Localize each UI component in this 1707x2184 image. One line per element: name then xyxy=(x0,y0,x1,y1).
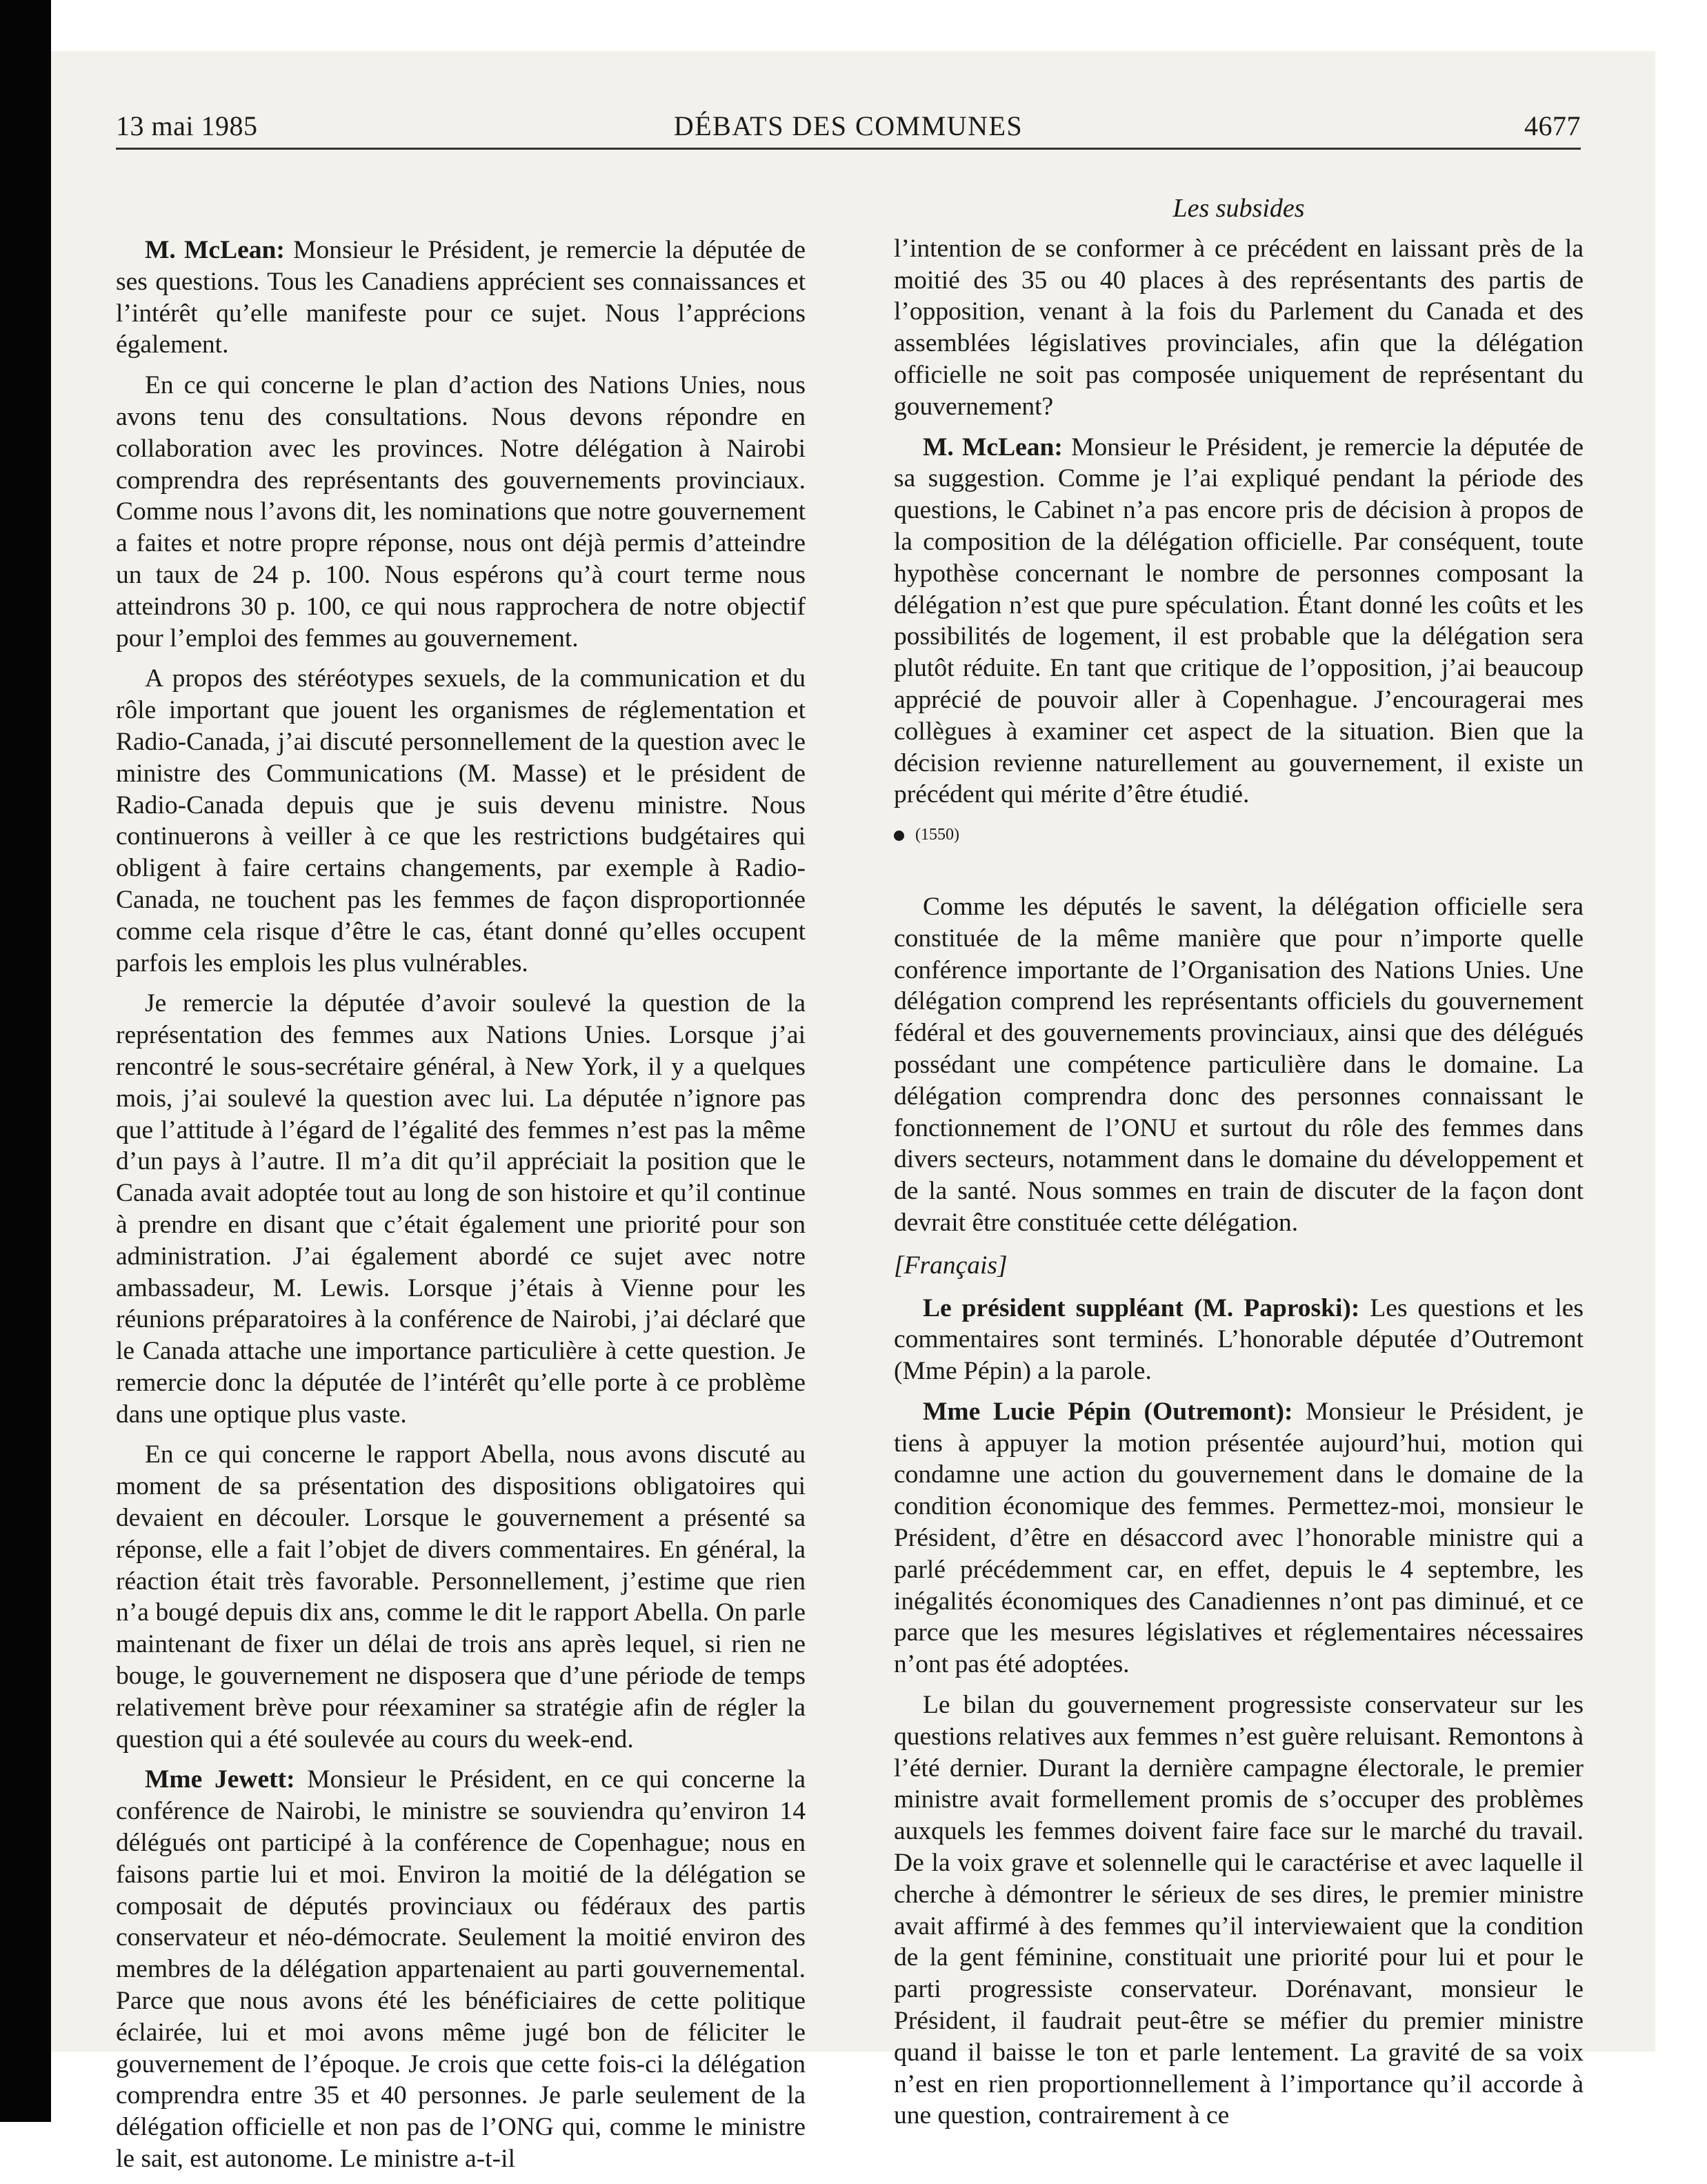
paragraph xyxy=(116,235,806,361)
left-column xyxy=(116,235,806,2184)
paragraph: Comme les députés le savent, la délégation officielle sera constituée de la même manière que pour n’importe quelle conférence importante de l’Organisation des Nations Unies. Une délégation comprend les représentants officiels du gouvernement fédéral et des gouvernements provinciaux, ainsi que des délégués possédant une compétence particulière dans le domaine. La délégation comprendra donc des personnes connaissant le fonctionnement de l’ONU et surtout du rôle des femmes dans divers secteurs, notamment dans le domaine du développement et de la santé. Nous sommes en train de discuter de la façon dont devrait être constituée cette délégation. xyxy=(894,892,1584,1237)
speech-text: Monsieur le Président, je remercie la députée de ses questions. Tous les Canadiens apprécient ses connaissances et l’intérêt qu’elle manifeste pour ce sujet. Nous l’apprécions également. xyxy=(116,236,806,359)
speaker-name: M. McLean: xyxy=(145,236,285,264)
paragraph xyxy=(894,1396,1584,1680)
speech-text: Monsieur le Président, je tiens à appuyer la motion présentée aujourd’hui, motion qui condamne une action du gouvernement dans le domaine de la condition économique des femmes. Permettez-moi, monsieur le Président, d’être en désaccord avec l’honorable ministre qui a parlé précédemment car, en effet, depuis le 4 septembre, les inégalités économiques des Canadiennes n’ont pas diminué, et ce parce que les mesures législatives et réglementaires nécessaires n’ont pas été adoptées. xyxy=(894,1397,1584,1679)
speaker-name: M. McLean: xyxy=(923,433,1063,461)
paragraph: Le bilan du gouvernement progressiste conservateur sur les questions relatives aux femmes n’est guère reluisant. Remontons à l’été dernier. Durant la dernière campagne électorale, le premier ministre avait formellement promis de s’occuper des problèmes auxquels les femmes doivent faire face sur le marché du travail. De la voix grave et solennelle qui le caractérise et avec laquelle il cherche à démontrer le sérieux de ses dires, le premier ministre avait affirmé à des femmes qu’il interviewaient que la condition de la gent féminine, constituait une priorité pour lui et pour le parti progressiste conservateur. Dorénavant, monsieur le Président, il faudrait peut-être se méfier du premier ministre quand il baisse le ton et parle lentement. La gravité de sa voix n’est en rien proportionnellement à l’importance qu’il accorde à une question, contrairement à ce xyxy=(894,1691,1584,2130)
right-column xyxy=(894,193,1584,2141)
speaker-name: Mme Lucie Pépin (Outremont): xyxy=(923,1397,1293,1426)
bullet-icon xyxy=(894,831,904,841)
time-marker xyxy=(894,820,1584,851)
language-note: [Français] xyxy=(894,1251,1008,1280)
paragraph: Je remercie la députée d’avoir soulevé la question de la représentation des femmes aux Nations Unies. Lorsque j’ai rencontré le sous-secrétaire général, à New York, il y a quelques mois, j’ai soulevé la question avec lui. La députée n’ignore pas que l’attitude à l’égard de l’égalité des femmes n’est pas la même d’un pays à l’autre. Il m’a dit qu’il appréciait la position que le Canada avait adoptée tout au long de son histoire et qu’il continue à prendre en disant que c’était également une priorité pour son administration. J’ai également abordé ce sujet avec notre ambassadeur, M. Lewis. Lorsque j’étais à Vienne pour les réunions préparatoires à la conférence de Nairobi, j’ai déclaré que le Canada attache une importance particulière à cette question. Je remercie donc la députée de l’intérêt qu’elle porte à ce problème dans une optique plus vaste. xyxy=(116,989,806,1429)
paragraph: En ce qui concerne le rapport Abella, nous avons discuté au moment de sa présentation des dispositions obligatoires qui devaient en découler. Lorsque le gouvernement a présenté sa réponse, elle a fait l’objet de divers commentaires. En général, la réaction était très favorable. Personnellement, j’estime que rien n’a bougé depuis dix ans, comme le dit le rapport Abella. On parle maintenant de fixer un délai de trois ans après lequel, si rien ne bouge, le gouvernement ne disposera que d’une période de temps relativement brève pour réexaminer sa stratégie afin de régler la question qui a été soulevée au cours du week-end. xyxy=(116,1440,806,1754)
section-title: Les subsides xyxy=(1172,194,1305,223)
speaker-name: Mme Jewett: xyxy=(145,1765,295,1794)
speech-text: Monsieur le Président, je remercie la députée de sa suggestion. Comme je l’ai expliqué pendant la période des questions, le Cabinet n’a pas encore pris de décision à propos de la composition de la délégation officielle. Par conséquent, toute hypothèse concernant le nombre de personnes composant la délégation n’est que pure spéculation. Étant donné les coûts et les possibilités de logement, il est probable que la délégation sera plutôt réduite. En tant que critique de l’opposition, j’ai beaucoup apprécié de pouvoir aller à Copenhague. J’encouragerai mes collègues à examiner cet aspect de la situation. Bien que la décision revienne naturellement au gouvernement, il existe un précédent qui mérite d’être étudié. xyxy=(894,433,1584,809)
paragraph: l’intention de se conformer à ce précédent en laissant près de la moitié des 35 ou 40 places à des représentants des partis de l’opposition, venant à la fois du Parlement du Canada et des assemblées législatives provinciales, afin que la délégation officielle ne soit pas composée uniquement de représentant du gouvernement? xyxy=(894,234,1584,421)
time-marker-text: (1550) xyxy=(915,826,959,844)
speech-text: Les questions et les commentaires sont terminés. L’honorable députée d’Outremont (Mme Pépin) a la parole. xyxy=(894,1293,1584,1386)
paragraph xyxy=(894,432,1584,811)
scan-left-edge xyxy=(0,0,51,2122)
page-header xyxy=(116,99,1581,150)
speech-text: Monsieur le Président, en ce qui concerne la conférence de Nairobi, le ministre se souviendra qu’environ 14 délégués ont participé à la conférence de Copenhague; nous en faisons partie lui et moi. Environ la moitié de la délégation se composait de députés provinciaux ou fédéraux des partis conservateur et néo-démocrate. Seulement la moitié environ des membres de la délégation appartenaient au parti gouvernemental. Parce que nous avons été les bénéficiaires de cette politique éclairée, lui et moi avons même jugé bon de féliciter le gouvernement de l’époque. Je crois que cette fois-ci la délégation comprendra entre 35 et 40 personnes. Je parle seulement de la délégation officielle et non pas de l’ONG qui, comme le ministre le sait, est autonome. Le ministre a-t-il xyxy=(116,1765,806,2174)
header-date: 13 mai 1985 xyxy=(116,110,258,141)
header-page-number: 4677 xyxy=(1524,110,1581,141)
paragraph xyxy=(894,1293,1584,1387)
paragraph xyxy=(116,1764,806,2174)
speaker-name: Le président suppléant (M. Paproski): xyxy=(923,1293,1360,1322)
scan-top-margin xyxy=(0,0,1707,51)
paragraph: A propos des stéréotypes sexuels, de la communication et du rôle important que jouent les organismes de réglementation et Radio-Canada, j’ai discuté personnellement de la question avec le ministre des Communications (M. Masse) et le président de Radio-Canada depuis que je suis devenu ministre. Nous continuerons à veiller à ce que les restrictions budgétaires qui obligent à faire certains changements, par exemple à Radio-Canada, ne touchent pas les femmes de façon disproportionnée comme cela risque d’être le cas, étant donné qu’elles occupent parfois les emplois les plus vulnérables. xyxy=(116,664,806,977)
header-title: DÉBATS DES COMMUNES xyxy=(673,110,1024,141)
paragraph: En ce qui concerne le plan d’action des Nations Unies, nous avons tenu des consultations. Nous devons répondre en collaboration avec les provinces. Notre délégation à Nairobi comprendra des représentants des gouvernements provinciaux. Comme nous l’avons dit, les nominations que notre gouvernement a faites et notre propre réponse, nous ont déjà permis d’atteindre un taux de 24 p. 100. Nous espérons qu’à court terme nous atteindrons 30 p. 100, ce qui nous rapprochera de notre objectif pour l’emploi des femmes au gouvernement. xyxy=(116,371,806,653)
